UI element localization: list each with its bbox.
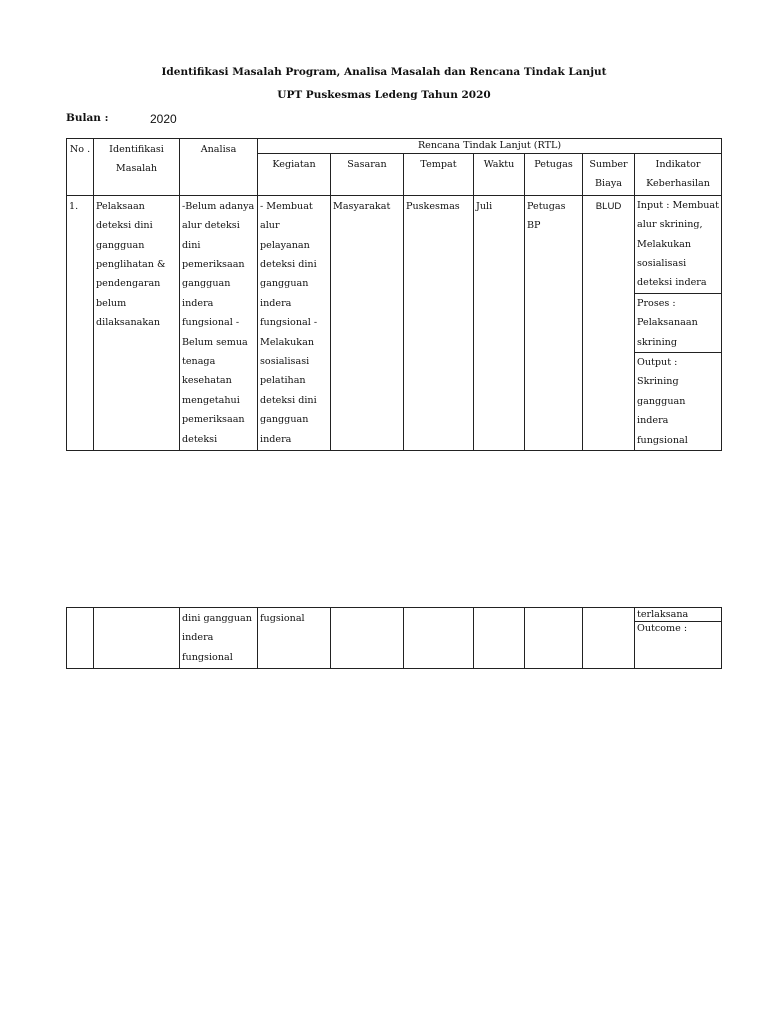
header-sasaran: Sasaran <box>331 154 404 196</box>
indikator-input: Input : Membuat alur skrining, Melakukan sosialisasi deteksi indera <box>635 196 721 294</box>
table-row <box>67 608 722 669</box>
header-identifikasi: Identifikasi Masalah <box>94 139 180 196</box>
header-indikator: Indikator Keberhasilan <box>635 154 722 196</box>
document-title: Identifikasi Masalah Program, Analisa Masalah dan Rencana Tindak Lanjut <box>161 66 607 78</box>
indikator-proses: Proses : Pelaksanaan skrining <box>635 294 721 353</box>
indikator-terlaksana: terlaksana <box>635 608 721 622</box>
cell-petugas: Petugas BP <box>525 195 583 450</box>
cell-indikator <box>635 195 722 450</box>
cell-analisa: dini gangguan indera fungsional <box>180 608 258 669</box>
cell-no: 1. <box>67 195 94 450</box>
header-no: No . <box>67 139 94 196</box>
cell-tempat <box>404 608 474 669</box>
cell-waktu: Juli <box>474 195 525 450</box>
cell-tempat: Puskesmas <box>404 195 474 450</box>
header-waktu: Waktu <box>474 154 525 196</box>
cell-sumber-biaya <box>583 608 635 669</box>
cell-identifikasi: Pelaksaan deteksi dini gangguan penglihatan & pendengaran belum dilaksanakan <box>94 195 180 450</box>
header-rtl: Rencana Tindak Lanjut (RTL) <box>258 139 722 154</box>
cell-indikator <box>635 608 722 669</box>
indikator-outcome: Outcome : <box>637 623 688 634</box>
header-kegiatan: Kegiatan <box>258 154 331 196</box>
indikator-output: Output : Skrining gangguan indera fungsional <box>637 357 688 446</box>
bulan-value: 2020 <box>150 112 177 126</box>
rtl-table-page-1 <box>66 138 722 451</box>
document-subtitle: UPT Puskesmas Ledeng Tahun 2020 <box>277 89 491 101</box>
cell-identifikasi <box>94 608 180 669</box>
cell-petugas <box>525 608 583 669</box>
cell-sumber-biaya: BLUD <box>583 195 635 450</box>
cell-waktu <box>474 608 525 669</box>
header-tempat: Tempat <box>404 154 474 196</box>
cell-sasaran: Masyarakat <box>331 195 404 450</box>
table-row <box>67 195 722 450</box>
cell-kegiatan: fugsional <box>258 608 331 669</box>
cell-sasaran <box>331 608 404 669</box>
header-sumber-biaya: Sumber Biaya <box>583 154 635 196</box>
cell-no <box>67 608 94 669</box>
header-petugas: Petugas <box>525 154 583 196</box>
cell-kegiatan: - Membuat alur pelayanan deteksi dini gangguan indera fungsional - Melakukan sosialisasi pelatihan deteksi dini gangguan indera <box>258 195 331 450</box>
bulan-label: Bulan : <box>66 112 109 124</box>
cell-analisa: -Belum adanya alur deteksi dini pemeriksaan gangguan indera fungsional -Belum semua tenaga kesehatan mengetahui pemeriksaan deteksi <box>180 195 258 450</box>
rtl-table-page-2 <box>66 607 722 669</box>
header-analisa: Analisa <box>180 139 258 196</box>
